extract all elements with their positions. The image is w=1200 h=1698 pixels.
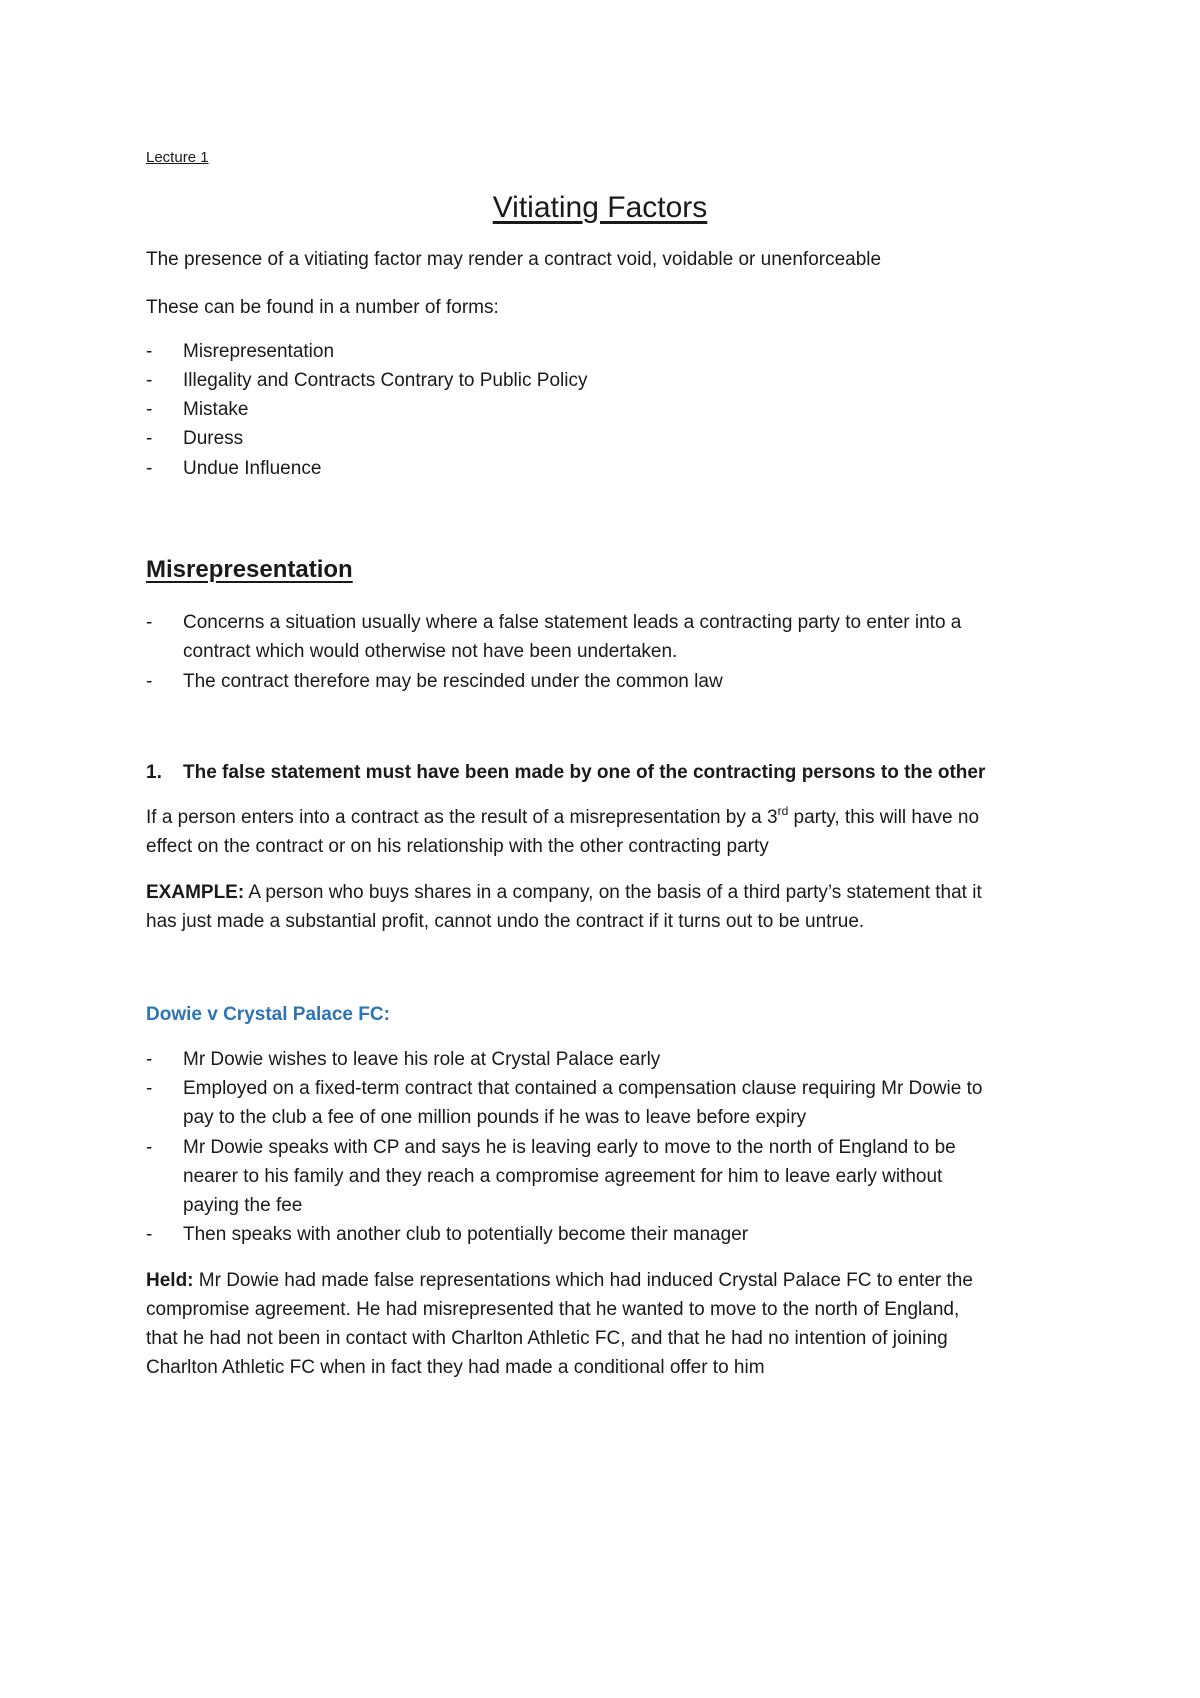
lecture-label: Lecture 1 (146, 149, 209, 166)
bullet-marker: - (146, 399, 153, 420)
bullet-marker: - (146, 428, 153, 449)
list-item: Illegality and Contracts Contrary to Public Policy (183, 370, 588, 391)
example-paragraph-line: has just made a substantial profit, cannot undo the contract if it turns out to be untrue. (146, 911, 865, 932)
superscript: rd (777, 804, 789, 818)
list-item: Mr Dowie speaks with CP and says he is leaving early to move to the north of England to be (183, 1137, 956, 1158)
intro-paragraph: The presence of a vitiating factor may render a contract void, voidable or unenforceable (146, 249, 882, 270)
case-title: Dowie v Crystal Palace FC: (146, 1004, 390, 1025)
list-item: The contract therefore may be rescinded under the common law (183, 671, 723, 692)
bullet-marker: - (146, 612, 153, 633)
list-item-continued: pay to the club a fee of one million pounds if he was to leave before expiry (183, 1107, 807, 1128)
bullet-marker: - (146, 458, 153, 479)
bullet-marker: - (146, 1137, 153, 1158)
section-heading: Misrepresentation (146, 556, 353, 583)
list-item: Employed on a fixed-term contract that contained a compensation clause requiring Mr Dowie to (183, 1078, 983, 1099)
text-run: Mr Dowie had made false representations which had induced Crystal Palace FC to enter the (193, 1270, 973, 1291)
text-run: A person who buys shares in a company, on the basis of a third party’s statement that it (244, 882, 982, 903)
list-item: Concerns a situation usually where a false statement leads a contracting party to enter into a (183, 612, 962, 633)
held-paragraph-line: Charlton Athletic FC when in fact they had made a conditional offer to him (146, 1357, 765, 1378)
list-item: Undue Influence (183, 458, 322, 479)
bullet-marker: - (146, 671, 153, 692)
list-item-continued: contract which would otherwise not have been undertaken. (183, 641, 678, 662)
held-paragraph-line: that he had not been in contact with Charlton Athletic FC, and that he had no intention of joining (146, 1328, 948, 1349)
bullet-marker: - (146, 370, 153, 391)
list-item: Mr Dowie wishes to leave his role at Crystal Palace early (183, 1049, 661, 1070)
text-run: If a person enters into a contract as the result of a misrepresentation by a 3 (146, 807, 778, 828)
example-label: EXAMPLE: (146, 882, 245, 903)
list-item: Duress (183, 428, 244, 449)
bullet-marker: - (146, 1078, 153, 1099)
held-paragraph-line (146, 1271, 973, 1290)
held-label: Held: (146, 1270, 194, 1291)
list-item-continued: nearer to his family and they reach a compromise agreement for him to leave early without (183, 1166, 943, 1187)
list-item: Mistake (183, 399, 249, 420)
held-paragraph-line: compromise agreement. He had misrepresented that he wanted to move to the north of England, (146, 1299, 960, 1320)
numbered-heading: The false statement must have been made by one of the contracting persons to the other (183, 762, 986, 783)
document-title: Vitiating Factors (492, 191, 708, 224)
list-item: Misrepresentation (183, 341, 335, 362)
third-party-paragraph-line: effect on the contract or on his relationship with the other contracting party (146, 836, 769, 857)
list-item-continued: paying the fee (183, 1195, 303, 1216)
bullet-marker: - (146, 1224, 153, 1245)
list-item: Then speaks with another club to potentially become their manager (183, 1224, 749, 1245)
third-party-paragraph-line (146, 804, 980, 828)
text-run: party, this will have no (788, 807, 980, 828)
forms-intro: These can be found in a number of forms: (146, 297, 499, 318)
numbered-index: 1. (146, 762, 162, 783)
example-paragraph-line (146, 883, 982, 902)
bullet-marker: - (146, 1049, 153, 1070)
bullet-marker: - (146, 341, 153, 362)
